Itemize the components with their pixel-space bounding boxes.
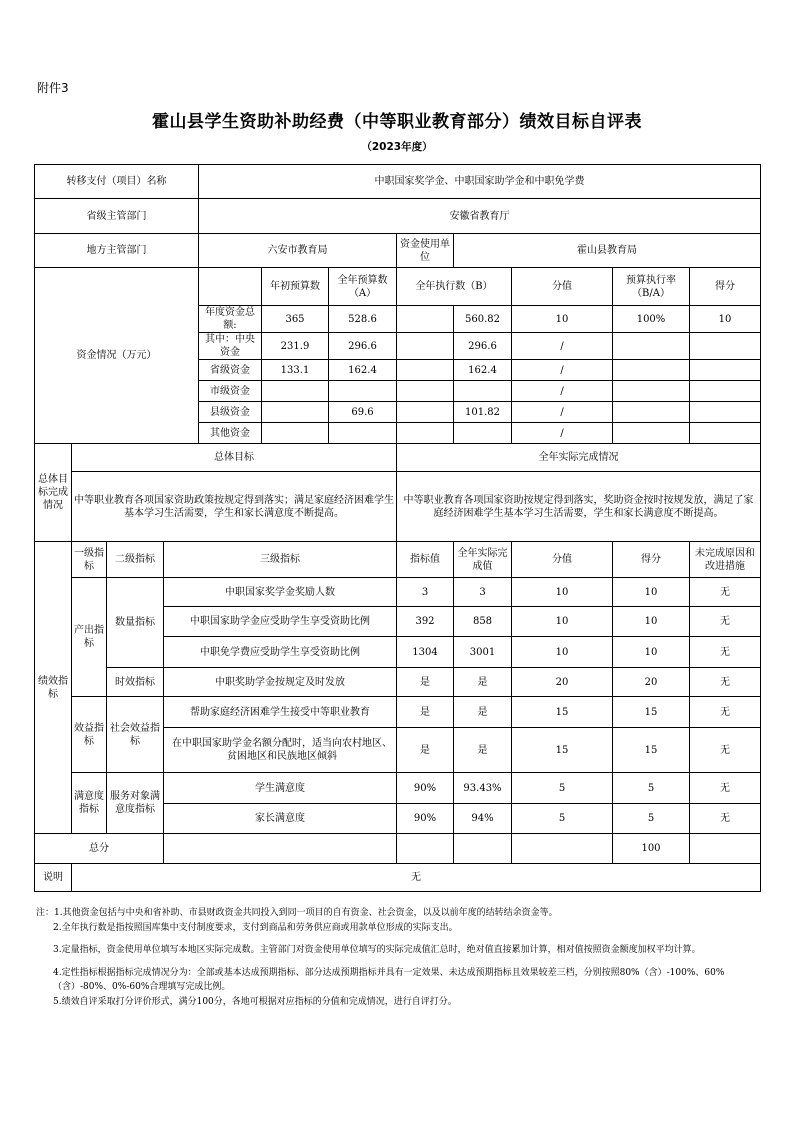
indicator-target: 90% (397, 773, 454, 804)
header-actual: 全年实际完成值 (454, 542, 512, 578)
indicator-remark: 无 (690, 804, 761, 834)
indicator-remark: 无 (690, 728, 761, 773)
indicator-name: 中职国家奖学金奖励人数 (164, 578, 397, 607)
fund-rate (613, 333, 690, 360)
overall-goal-label: 总体目标完成情况 (35, 444, 72, 542)
total-score-value: 100 (613, 834, 690, 864)
fund-executed (454, 423, 512, 444)
fund-blank (397, 402, 454, 423)
fund-initial (262, 402, 329, 423)
indicator-score: 10 (613, 637, 690, 668)
header-executed: 全年执行数（B） (397, 268, 512, 306)
fund-row-label: 年度资金总额: (199, 306, 262, 333)
indicator-name: 在中职国家助学金名额分配时，适当向农村地区、贫困地区和民族地区倾斜 (164, 728, 397, 773)
indicator-weight: 20 (512, 668, 613, 697)
fund-annual: 162.4 (329, 360, 397, 381)
header-annual-budget: 全年预算数（A） (329, 268, 397, 306)
indicator-weight: 15 (512, 728, 613, 773)
indicator-score: 5 (613, 804, 690, 834)
fund-score: 10 (690, 306, 761, 333)
indicator-name: 家长满意度 (164, 804, 397, 834)
fund-score (690, 333, 761, 360)
overall-actual-text: 中等职业教育各项国家资助按规定得到落实，奖助资金按时按规发放，满足了家庭经济困难学生基本学习生活需要，学生和家长满意度不断提高。 (397, 472, 761, 542)
fund-executed (454, 381, 512, 402)
indicator-target: 90% (397, 804, 454, 834)
fund-unit-label: 资金使用单位 (397, 234, 454, 268)
fund-annual (329, 381, 397, 402)
total-blank (164, 834, 397, 864)
footnote: 4.定性指标根据指标完成情况分为：全部或基本达成预期指标、部分达成预期指标并具有一定效果、未达成预期指标且效果较差三档，分别按照80%（含）-100%、60%（含）-80%、0%-60%合理填写完成比例。 (53, 967, 725, 993)
performance-label: 绩效指标 (35, 542, 72, 834)
indicator-remark: 无 (690, 607, 761, 637)
indicator-target: 392 (397, 607, 454, 637)
indicator-weight: 15 (512, 697, 613, 728)
fund-row-label: 省级资金 (199, 360, 262, 381)
indicator-name: 帮助家庭经济困难学生接受中等职业教育 (164, 697, 397, 728)
project-name-label: 转移支付（项目）名称 (35, 165, 199, 199)
timeliness-indicator-label: 时效指标 (107, 668, 164, 697)
indicator-actual: 是 (454, 668, 512, 697)
fund-row-label (199, 402, 262, 423)
fund-rate (613, 402, 690, 423)
fund-initial (262, 381, 329, 402)
total-blank (454, 834, 512, 864)
social-benefit-label: 社会效益指标 (107, 697, 164, 773)
footnote: 注：1.其他资金包括与中央和省补助、市县财政资金共同投入到同一项目的自有资金、社会资金，以及以前年度的结转结余资金等。 (36, 908, 558, 918)
fund-weight: / (512, 381, 613, 402)
report-year: （2023年度） (361, 141, 433, 153)
fund-blank (397, 381, 454, 402)
fund-annual: 296.6 (329, 333, 397, 360)
local-dept-value: 六安市教育局 (199, 234, 397, 268)
service-satisfaction-label: 服务对象满意度指标 (107, 773, 164, 834)
indicator-score: 15 (613, 728, 690, 773)
fund-executed: 101.82 (454, 402, 512, 423)
footnotes (36, 906, 760, 1009)
indicator-target: 是 (397, 697, 454, 728)
footnote: 3.定量指标，资金使用单位填写本地区实际完成数。主管部门对资金使用单位填写的实际完成值汇总时，绝对值直接累加计算，相对值按照资金额度加权平均计算。 (53, 945, 701, 956)
fund-rate: 100% (613, 306, 690, 333)
indicator-target: 3 (397, 578, 454, 607)
header-level1: 一级指标 (72, 542, 107, 578)
indicator-target: 是 (397, 668, 454, 697)
attachment-label: 附件3 (37, 81, 69, 95)
fund-initial: 133.1 (262, 360, 329, 381)
fund-score (690, 360, 761, 381)
indicator-weight: 5 (512, 773, 613, 804)
indicator-actual: 858 (454, 607, 512, 637)
total-score-label: 总分 (35, 834, 164, 864)
indicator-actual: 3 (454, 578, 512, 607)
indicator-score: 10 (613, 578, 690, 607)
fund-annual: 69.6 (329, 402, 397, 423)
fund-blank (397, 306, 454, 333)
header-initial-budget: 年初预算数 (262, 268, 329, 306)
header-score: 得分 (613, 542, 690, 578)
indicator-target: 是 (397, 728, 454, 773)
indicator-actual: 93.43% (454, 773, 512, 804)
overall-actual-header: 全年实际完成情况 (397, 444, 761, 472)
page-title: 霍山县学生资助补助经费（中等职业教育部分）绩效目标自评表 (152, 112, 642, 132)
fund-unit-value: 霍山县教育局 (454, 234, 761, 268)
indicator-remark: 无 (690, 637, 761, 668)
total-blank (512, 834, 613, 864)
local-dept-label: 地方主管部门 (35, 234, 199, 268)
indicator-actual: 3001 (454, 637, 512, 668)
fund-blank (397, 423, 454, 444)
fund-initial (262, 423, 329, 444)
total-blank (690, 834, 761, 864)
overall-goal-header: 总体目标 (72, 444, 397, 472)
fund-annual: 528.6 (329, 306, 397, 333)
overall-goal-text: 中等职业教育各项国家资助政策按规定得到落实；满足家庭经济困难学生基本学习生活需要，学生和家长满意度不断提高。 (72, 472, 397, 542)
header-target: 指标值 (397, 542, 454, 578)
indicator-name: 中职奖助学金按规定及时发放 (164, 668, 397, 697)
fund-weight: / (512, 402, 613, 423)
indicator-weight: 10 (512, 607, 613, 637)
fund-initial: 365 (262, 306, 329, 333)
indicator-weight: 5 (512, 804, 613, 834)
fund-executed: 560.82 (454, 306, 512, 333)
indicator-remark: 无 (690, 697, 761, 728)
indicator-target: 1304 (397, 637, 454, 668)
funds-corner (199, 268, 262, 306)
fund-rate (613, 360, 690, 381)
fund-initial: 231.9 (262, 333, 329, 360)
fund-row-label: 市级资金 (199, 381, 262, 402)
indicator-name: 中职免学费应受助学生享受资助比例 (164, 637, 397, 668)
remark-label: 说明 (35, 864, 72, 892)
fund-annual (329, 423, 397, 444)
provincial-dept-label: 省级主管部门 (35, 199, 199, 234)
remark-value: 无 (72, 864, 761, 892)
header-remark: 未完成原因和改进措施 (690, 542, 761, 578)
project-name-value: 中职国家奖学金、中职国家助学金和中职免学费 (199, 165, 761, 199)
indicator-score: 5 (613, 773, 690, 804)
indicator-actual: 是 (454, 697, 512, 728)
fund-row-label: 其中：中央资金 (199, 333, 262, 360)
fund-weight: 10 (512, 306, 613, 333)
indicator-weight: 10 (512, 637, 613, 668)
fund-row-label: 其他资金 (199, 423, 262, 444)
benefit-indicator-label: 效益指标 (72, 697, 107, 773)
fund-score (690, 423, 761, 444)
header-execution-rate: 预算执行率（B/A） (613, 268, 690, 306)
footnote: 2.全年执行数是指按照国库集中支付制度要求，支付到商品和劳务供应商或用款单位形成的实际支出。 (53, 922, 458, 933)
header-score-weight: 分值 (512, 268, 613, 306)
funds-label: 资金情况（万元） (35, 268, 199, 444)
fund-weight: / (512, 333, 613, 360)
header-score: 得分 (690, 268, 761, 306)
indicator-remark: 无 (690, 668, 761, 697)
fund-rate (613, 423, 690, 444)
fund-executed: 162.4 (454, 360, 512, 381)
fund-rate (613, 381, 690, 402)
quantity-indicator-label: 数量指标 (107, 578, 164, 668)
indicator-score: 10 (613, 607, 690, 637)
total-blank (397, 834, 454, 864)
fund-weight: / (512, 360, 613, 381)
indicator-remark: 无 (690, 578, 761, 607)
indicator-actual: 94% (454, 804, 512, 834)
indicator-score: 15 (613, 697, 690, 728)
fund-score (690, 402, 761, 423)
fund-blank (397, 360, 454, 381)
indicator-actual: 是 (454, 728, 512, 773)
fund-executed: 296.6 (454, 333, 512, 360)
footnote: 5.绩效自评采取打分评价形式，满分100分，各地可根据对应指标的分值和完成情况，进行自评打分。 (53, 996, 457, 1007)
indicator-score: 20 (613, 668, 690, 697)
indicator-name: 中职国家助学金应受助学生享受资助比例 (164, 607, 397, 637)
self-evaluation-table (34, 164, 761, 892)
header-level2: 二级指标 (107, 542, 164, 578)
county-fund-label: 县级资金 (210, 406, 250, 418)
fund-weight: / (512, 423, 613, 444)
output-indicator-label: 产出指标 (72, 578, 107, 697)
provincial-dept-value: 安徽省教育厅 (199, 199, 761, 234)
indicator-remark: 无 (690, 773, 761, 804)
indicator-name: 学生满意度 (164, 773, 397, 804)
header-level3: 三级指标 (164, 542, 397, 578)
fund-blank (397, 333, 454, 360)
fund-score (690, 381, 761, 402)
indicator-weight: 10 (512, 578, 613, 607)
header-weight: 分值 (512, 542, 613, 578)
satisfaction-indicator-label: 满意度指标 (72, 773, 107, 834)
